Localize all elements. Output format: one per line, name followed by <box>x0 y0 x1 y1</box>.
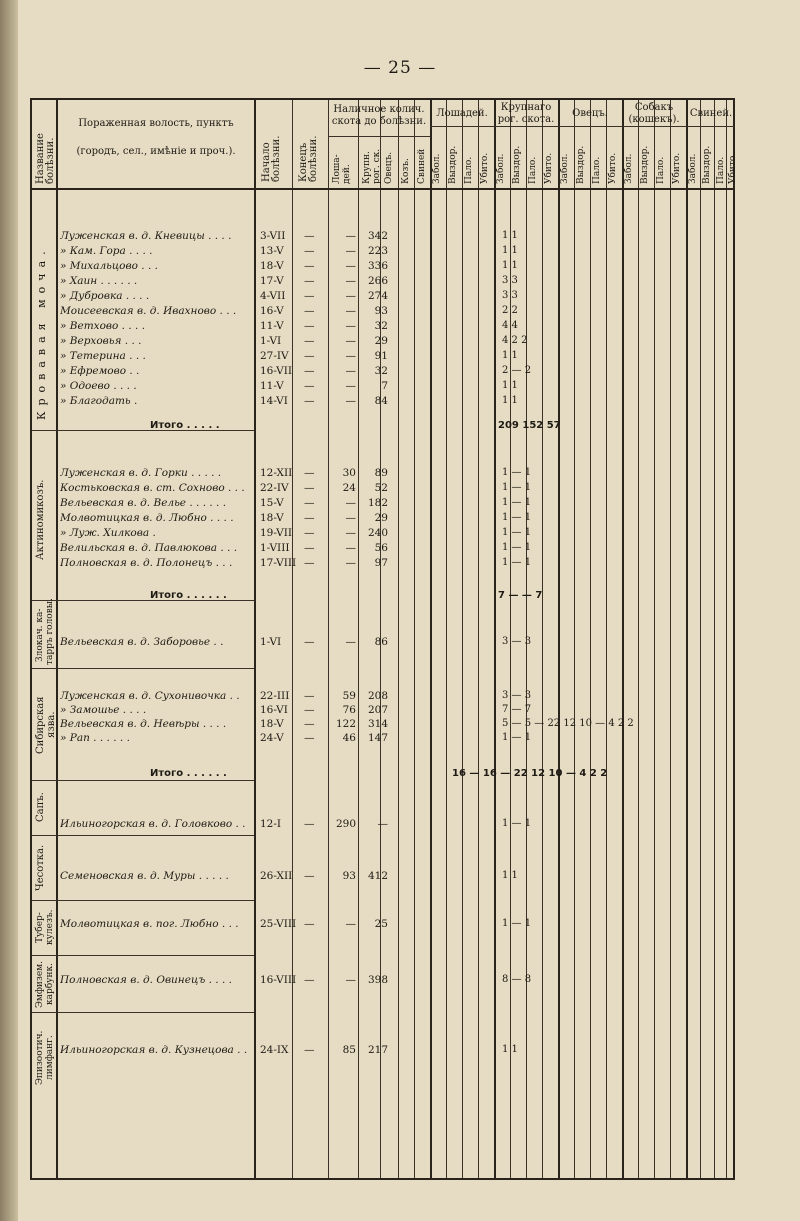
row-end: — <box>304 245 315 257</box>
header-sub-4-2: Пало. <box>716 156 726 184</box>
row-start: 12-I <box>260 818 282 830</box>
row-present-cattle: 412 <box>367 870 388 882</box>
group-label-scabies: Чесотка. <box>35 844 46 891</box>
row-present-cattle: 240 <box>367 527 388 539</box>
row-present-cattle: 147 <box>367 732 388 744</box>
row-stats: 1 1 <box>502 380 518 391</box>
row-start: 11-V <box>260 320 284 332</box>
row-present-cattle: 207 <box>367 704 388 716</box>
row-present-horses: 93 <box>342 870 356 882</box>
row-stats: 1 — 1 <box>502 732 532 743</box>
row-start: 27-IV <box>260 350 289 362</box>
row-place: Костьковская в. ст. Сохново . . . <box>60 482 245 494</box>
row-start: 4-VII <box>260 290 286 302</box>
row-end: — <box>304 350 315 362</box>
header-sub-4-0: Забол. <box>688 153 698 184</box>
row-place: Молвотицкая в. пог. Любно . . . <box>60 918 239 930</box>
row-end: — <box>304 704 315 716</box>
row-stats: 5 — 5 — 22 12 10 — 4 2 2 <box>502 718 634 729</box>
row-start: 15-V <box>260 497 284 509</box>
header-sub-3-0: Забол. <box>624 153 634 184</box>
row-start: 1-VI <box>260 636 282 648</box>
row-present-cattle: 29 <box>374 335 388 347</box>
header-present-cattle: Крупн. рог. ск. <box>362 148 382 184</box>
group-label-emphysema: Эмфизем. карбунк. <box>35 960 55 1008</box>
header-sub-3-3: Убито. <box>672 152 682 184</box>
row-end: — <box>304 918 315 930</box>
header-present: Наличное колич. скота до болѣзни. <box>331 104 427 127</box>
row-start: 1-VI <box>260 335 282 347</box>
row-stats: 2 2 <box>502 305 518 316</box>
row-present-cattle: 97 <box>374 557 388 569</box>
row-present-horses: 85 <box>342 1044 356 1056</box>
row-stats: 1 — 1 <box>502 557 532 568</box>
row-present-cattle: 182 <box>367 497 388 509</box>
row-present-cattle: 93 <box>374 305 388 317</box>
row-present-horses: 290 <box>335 818 356 830</box>
header-sub-1-1: Выздор. <box>512 145 522 184</box>
row-place: » Благодать . <box>60 395 138 407</box>
row-start: 25-VIII <box>260 918 297 930</box>
row-end: — <box>304 230 315 242</box>
row-end: — <box>304 690 315 702</box>
row-start: 18-V <box>260 718 284 730</box>
row-end: — <box>304 636 315 648</box>
row-place: » Хаин . . . . . . <box>60 275 138 287</box>
row-end: — <box>304 732 315 744</box>
row-stats: 3 — 3 <box>502 690 532 701</box>
row-stats: 3 3 <box>502 290 518 301</box>
row-present-cattle: 7 <box>381 380 388 392</box>
row-place: » Кам. Гора . . . . <box>60 245 153 257</box>
row-start: 18-V <box>260 260 284 272</box>
row-place: » Луж. Хилкова . <box>60 527 156 539</box>
row-start: 14-VI <box>260 395 288 407</box>
row-stats: 2 — 2 <box>502 365 532 376</box>
row-present-cattle: 314 <box>367 718 388 730</box>
row-stats: 1 1 <box>502 245 518 256</box>
row-end: — <box>304 557 315 569</box>
row-end: — <box>304 818 315 830</box>
row-stats: 1 1 <box>502 260 518 271</box>
row-present-cattle: — <box>377 818 388 830</box>
header-sub-2-0: Забол. <box>560 153 570 184</box>
row-stats: 1 1 <box>502 870 518 881</box>
row-present-cattle: 398 <box>367 974 388 986</box>
row-end: — <box>304 365 315 377</box>
group-label-tuberculosis: Тубер- кулезъ. <box>35 909 55 946</box>
total-values: 7 — — 7 <box>498 590 543 601</box>
header-place-2: (городъ, сел., имѣніе и проч.). <box>76 146 236 157</box>
row-present-horses: — <box>345 275 356 287</box>
row-present-cattle: 84 <box>374 395 388 407</box>
row-present-cattle: 208 <box>367 690 388 702</box>
row-start: 16-VIII <box>260 974 297 986</box>
row-place: Моисеевская в. д. Ивахново . . . <box>60 305 237 317</box>
header-sub-1-2: Пало. <box>528 156 538 184</box>
row-present-horses: — <box>345 260 356 272</box>
row-present-horses: — <box>345 380 356 392</box>
row-start: 17-VIII <box>260 557 297 569</box>
header-sub-0-0: Забол. <box>432 153 442 184</box>
row-present-horses: — <box>345 335 356 347</box>
row-end: — <box>304 395 315 407</box>
row-present-horses: — <box>345 305 356 317</box>
row-start: 24-V <box>260 732 284 744</box>
row-present-horses: — <box>345 527 356 539</box>
row-present-horses: — <box>345 245 356 257</box>
row-place: » Ветхово . . . . <box>60 320 146 332</box>
row-stats: 1 — 1 <box>502 542 532 553</box>
row-start: 18-V <box>260 512 284 524</box>
row-present-horses: — <box>345 557 356 569</box>
row-end: — <box>304 335 315 347</box>
row-present-cattle: 56 <box>374 542 388 554</box>
header-cattle: Крупнаго рог. скота. <box>497 102 555 125</box>
row-start: 22-III <box>260 690 290 702</box>
header-sub-0-2: Пало. <box>464 156 474 184</box>
row-present-cattle: 217 <box>367 1044 388 1056</box>
row-end: — <box>304 527 315 539</box>
row-end: — <box>304 1044 315 1056</box>
row-present-horses: — <box>345 395 356 407</box>
row-start: 24-IX <box>260 1044 289 1056</box>
row-place: » Ефремово . . <box>60 365 140 377</box>
header-place-1: Пораженная волость, пунктъ <box>78 118 234 129</box>
row-present-cattle: 223 <box>367 245 388 257</box>
row-place: » Рап . . . . . . <box>60 732 130 744</box>
group-label-catarrh: Злокач. ка- тарръ головы. <box>35 598 55 665</box>
row-present-horses: — <box>345 497 356 509</box>
row-present-cattle: 342 <box>367 230 388 242</box>
row-stats: 3 3 <box>502 275 518 286</box>
row-end: — <box>304 512 315 524</box>
row-stats: 1 — 1 <box>502 527 532 538</box>
row-stats: 1 1 <box>502 395 518 406</box>
row-end: — <box>304 482 315 494</box>
group-label-anthrax: Сибирская язва. <box>35 696 57 754</box>
row-place: » Михальцово . . . <box>60 260 158 272</box>
row-end: — <box>304 305 315 317</box>
row-present-horses: — <box>345 974 356 986</box>
scan-shadow <box>0 0 18 1221</box>
row-stats: 4 4 <box>502 320 518 331</box>
row-end: — <box>304 380 315 392</box>
header-present-horses: Лоша- дей. <box>332 154 352 184</box>
header-present-sheep: Овецъ. <box>384 151 394 184</box>
row-present-horses: — <box>345 542 356 554</box>
row-start: 17-V <box>260 275 284 287</box>
row-stats: 1 1 <box>502 1044 518 1055</box>
header-present-goats: Козъ. <box>401 158 411 184</box>
group-label-glanders: Сапъ. <box>35 792 46 823</box>
row-end: — <box>304 275 315 287</box>
row-end: — <box>304 542 315 554</box>
row-present-horses: 24 <box>342 482 356 494</box>
row-start: 16-VII <box>260 365 293 377</box>
row-present-horses: 76 <box>342 704 356 716</box>
row-place: » Верховья . . . <box>60 335 142 347</box>
row-place: Вельевская в. д. Велье . . . . . . <box>60 497 227 509</box>
row-present-horses: 59 <box>342 690 356 702</box>
header-sub-3-1: Выздор. <box>640 145 650 184</box>
header-sub-4-3: Убито. <box>728 152 738 184</box>
row-stats: 4 2 2 <box>502 335 528 346</box>
total-values: 16 — 16 — 22 12 10 — 4 2 2 <box>452 768 608 779</box>
row-end: — <box>304 290 315 302</box>
row-place: Вельевская в. д. Заборовье . . <box>60 636 224 648</box>
row-present-cattle: 274 <box>367 290 388 302</box>
row-place: Вельевская в. д. Невѣры . . . . <box>60 718 227 730</box>
header-sub-4-1: Выздор. <box>702 145 712 184</box>
row-present-cattle: 89 <box>374 467 388 479</box>
header-disease: Название болѣзни. <box>35 133 56 184</box>
row-place: Полновская в. д. Полонецъ . . . <box>60 557 233 569</box>
row-present-horses: 30 <box>342 467 356 479</box>
header-sub-3-2: Пало. <box>656 156 666 184</box>
header-start: Начало болѣзни. <box>261 135 282 182</box>
row-place: Велильская в. д. Павлюкова . . . <box>60 542 238 554</box>
row-stats: 1 — 1 <box>502 482 532 493</box>
row-present-cattle: 25 <box>374 918 388 930</box>
row-present-cattle: 32 <box>374 320 388 332</box>
header-sub-1-0: Забол. <box>496 153 506 184</box>
total-label: Итого . . . . . . <box>150 590 227 601</box>
row-present-horses: 46 <box>342 732 356 744</box>
row-start: 16-V <box>260 305 284 317</box>
group-label-lymphangitis: Эпизоотич. лимфанг. <box>35 1030 55 1086</box>
row-stats: 1 — 1 <box>502 918 532 929</box>
total-label: Итого . . . . . . <box>150 768 227 779</box>
row-present-horses: — <box>345 512 356 524</box>
row-end: — <box>304 870 315 882</box>
header-sub-2-1: Выздор. <box>576 145 586 184</box>
row-place: Луженская в. д. Сухонивочка . . <box>60 690 240 702</box>
row-start: 3-VII <box>260 230 286 242</box>
row-present-horses: — <box>345 320 356 332</box>
row-place: Молвотицкая в. д. Любно . . . . <box>60 512 234 524</box>
row-start: 11-V <box>260 380 284 392</box>
row-place: » Замошье . . . . <box>60 704 147 716</box>
row-stats: 1 — 1 <box>502 512 532 523</box>
row-present-horses: — <box>345 230 356 242</box>
row-present-horses: 122 <box>335 718 356 730</box>
row-present-cattle: 336 <box>367 260 388 272</box>
header-pigs: Свиней. <box>689 108 733 119</box>
row-stats: 1 1 <box>502 230 518 241</box>
row-place: Ильиногорская в. д. Головково . . <box>60 818 246 830</box>
header-sub-2-2: Пало. <box>592 156 602 184</box>
total-label: Итого . . . . . <box>150 420 220 431</box>
row-present-horses: — <box>345 636 356 648</box>
header-sub-2-3: Убито. <box>608 152 618 184</box>
header-present-pigs: Свиней <box>417 148 427 184</box>
row-place: » Тетерина . . . <box>60 350 146 362</box>
header-horses: Лошадей. <box>436 108 488 119</box>
row-end: — <box>304 260 315 272</box>
statistics-table <box>30 98 738 1180</box>
row-present-horses: — <box>345 350 356 362</box>
row-present-horses: — <box>345 365 356 377</box>
row-start: 1-VIII <box>260 542 290 554</box>
row-present-cattle: 86 <box>374 636 388 648</box>
total-values: 209 152 57 <box>498 420 561 431</box>
row-stats: 1 — 1 <box>502 467 532 478</box>
row-start: 13-V <box>260 245 284 257</box>
header-sheep: Овецъ. <box>572 108 608 119</box>
row-present-horses: — <box>345 290 356 302</box>
row-present-cattle: 52 <box>374 482 388 494</box>
row-start: 16-VI <box>260 704 288 716</box>
row-end: — <box>304 718 315 730</box>
page-number: — 25 — <box>363 58 437 78</box>
row-place: Полновская в. д. Овинецъ . . . . <box>60 974 232 986</box>
header-dogs: Собакъ (кошекъ). <box>628 102 680 125</box>
header-sub-0-3: Убито. <box>480 152 490 184</box>
row-place: Ильиногорская в. д. Кузнецова . . <box>60 1044 248 1056</box>
row-place: Семеновская в. д. Муры . . . . . <box>60 870 229 882</box>
row-stats: 8 — 8 <box>502 974 532 985</box>
row-start: 12-XII <box>260 467 293 479</box>
header-sub-1-3: Убито. <box>544 152 554 184</box>
row-end: — <box>304 467 315 479</box>
row-place: » Одоево . . . . <box>60 380 137 392</box>
row-stats: 3 — 3 <box>502 636 532 647</box>
row-start: 19-VII <box>260 527 293 539</box>
row-present-cattle: 32 <box>374 365 388 377</box>
row-start: 22-IV <box>260 482 289 494</box>
header-end: Конецъ болѣзни. <box>298 135 319 182</box>
header-sub-0-1: Выздор. <box>448 145 458 184</box>
row-present-cattle: 266 <box>367 275 388 287</box>
row-stats: 1 — 1 <box>502 818 532 829</box>
row-place: » Дубровка . . . . <box>60 290 150 302</box>
row-end: — <box>304 497 315 509</box>
row-stats: 1 — 1 <box>502 497 532 508</box>
row-place: Луженская в. д. Горки . . . . . <box>60 467 222 479</box>
row-start: 26-XII <box>260 870 293 882</box>
group-label-actinomycosis: Актиномикозъ. <box>35 479 46 561</box>
row-present-cattle: 29 <box>374 512 388 524</box>
row-present-cattle: 91 <box>374 350 388 362</box>
row-stats: 1 1 <box>502 350 518 361</box>
row-end: — <box>304 320 315 332</box>
group-label-blood-urine: Кровавая моча. <box>35 245 48 420</box>
row-present-horses: — <box>345 918 356 930</box>
row-place: Луженская в. д. Кневицы . . . . <box>60 230 232 242</box>
row-end: — <box>304 974 315 986</box>
row-stats: 7 — 7 <box>502 704 532 715</box>
